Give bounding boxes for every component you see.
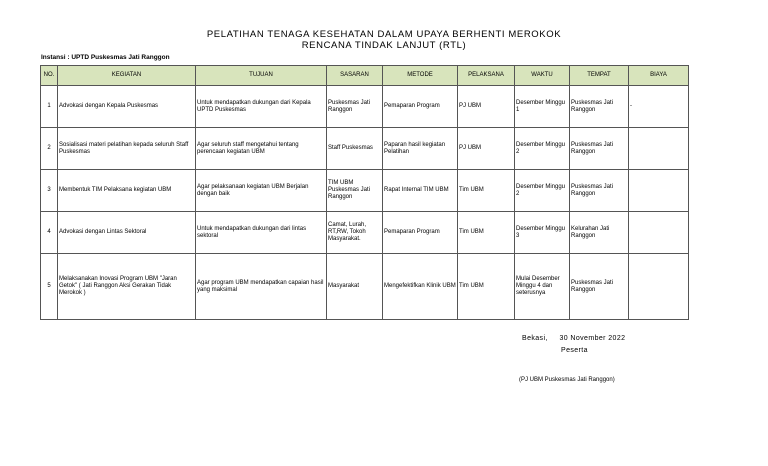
rtl-table (40, 65, 689, 320)
cell-pelaksana: PJ UBM (458, 86, 515, 128)
cell-tempat: Puskesmas Jati Ranggon (570, 254, 629, 320)
cell-pelaksana: Tim UBM (458, 170, 515, 212)
table-row (41, 254, 689, 320)
cell-pelaksana: Tim UBM (458, 212, 515, 254)
cell-pelaksana: Tim UBM (458, 254, 515, 320)
header-metode: METODE (383, 66, 458, 86)
header-waktu: WAKTU (515, 66, 570, 86)
header-biaya: BIAYA (629, 66, 689, 86)
cell-waktu: Mulai Desember Minggu 4 dan seterusnya (515, 254, 570, 320)
cell-metode: Paparan hasil kegiatan Pelatihan (383, 128, 458, 170)
table-header-row (41, 66, 689, 86)
cell-tempat: Kelurahan Jati Ranggon (570, 212, 629, 254)
cell-sasaran: Masyarakat (327, 254, 383, 320)
cell-biaya: - (629, 86, 689, 128)
cell-waktu: Desember Minggu 2 (515, 170, 570, 212)
table-row (41, 170, 689, 212)
table-row (41, 212, 689, 254)
cell-sasaran: TIM UBM Puskesmas Jati Ranggon (327, 170, 383, 212)
cell-tujuan: Agar pelaksanaan kegiatan UBM Berjalan dengan baik (196, 170, 327, 212)
cell-biaya (629, 170, 689, 212)
cell-kegiatan: Advokasi dengan Kepala Puskesmas (58, 86, 196, 128)
signature-name: (PJ UBM Puskesmas Jati Ranggon) (519, 377, 615, 383)
cell-no: 3 (41, 170, 58, 212)
cell-metode: Rapat Internal TIM UBM (383, 170, 458, 212)
cell-tujuan: Agar seluruh staff mengetahui tentang perencaan kegiatan UBM (196, 128, 327, 170)
cell-no: 2 (41, 128, 58, 170)
table-row (41, 86, 689, 128)
header-pelaksana: PELAKSANA (458, 66, 515, 86)
cell-waktu: Desember Minggu 2 (515, 128, 570, 170)
cell-sasaran: Camat, Lurah, RT,RW, Tokoh Masyarakat. (327, 212, 383, 254)
cell-waktu: Desember Minggu 3 (515, 212, 570, 254)
cell-tujuan: Untuk mendapatkan dukungan dari lintas sektoral (196, 212, 327, 254)
cell-tujuan: Untuk mendapatkan dukungan dari Kepala UPTD Puskesmas (196, 86, 327, 128)
instansi-label: Instansi : UPTD Puskesmas Jati Ranggon (41, 54, 170, 61)
cell-no: 1 (41, 86, 58, 128)
cell-kegiatan: Sosialisasi materi pelatihan kepada seluruh Staff Puskesmas (58, 128, 196, 170)
cell-kegiatan: Melaksanakan Inovasi Program UBM "Jaran Getok" ( Jati Ranggon Aksi Gerakan Tidak Merokok ) (58, 254, 196, 320)
cell-tempat: Puskesmas Jati Ranggon (570, 128, 629, 170)
header-sasaran: SASARAN (327, 66, 383, 86)
cell-waktu: Desember Minggu 1 (515, 86, 570, 128)
signature-place-date: Bekasi, 30 November 2022 (522, 335, 626, 342)
cell-metode: Pemaparan Program (383, 86, 458, 128)
header-kegiatan: KEGIATAN (58, 66, 196, 86)
cell-kegiatan: Membentuk TIM Pelaksana kegiatan UBM (58, 170, 196, 212)
cell-biaya (629, 212, 689, 254)
signature-role: Peserta (561, 347, 588, 354)
header-no: NO. (41, 66, 58, 86)
header-tempat: TEMPAT (570, 66, 629, 86)
header-tujuan: TUJUAN (196, 66, 327, 86)
document-subtitle: RENCANA TINDAK LANJUT (RTL) (301, 40, 467, 51)
cell-kegiatan: Advokasi dengan Lintas Sektoral (58, 212, 196, 254)
cell-metode: Mengefektifkan Klinik UBM (383, 254, 458, 320)
cell-metode: Pemaparan Program (383, 212, 458, 254)
cell-no: 5 (41, 254, 58, 320)
cell-pelaksana: PJ UBM (458, 128, 515, 170)
cell-biaya (629, 254, 689, 320)
document-title: PELATIHAN TENAGA KESEHATAN DALAM UPAYA BERHENTI MEROKOK (206, 29, 562, 40)
cell-sasaran: Puskesmas Jati Ranggon (327, 86, 383, 128)
cell-sasaran: Staff Puskesmas (327, 128, 383, 170)
table-row (41, 128, 689, 170)
cell-tujuan: Agar program UBM mendapatkan capaian hasil yang maksimal (196, 254, 327, 320)
cell-tempat: Puskesmas Jati Ranggon (570, 86, 629, 128)
cell-tempat: Puskesmas Jati Ranggon (570, 170, 629, 212)
cell-biaya (629, 128, 689, 170)
cell-no: 4 (41, 212, 58, 254)
